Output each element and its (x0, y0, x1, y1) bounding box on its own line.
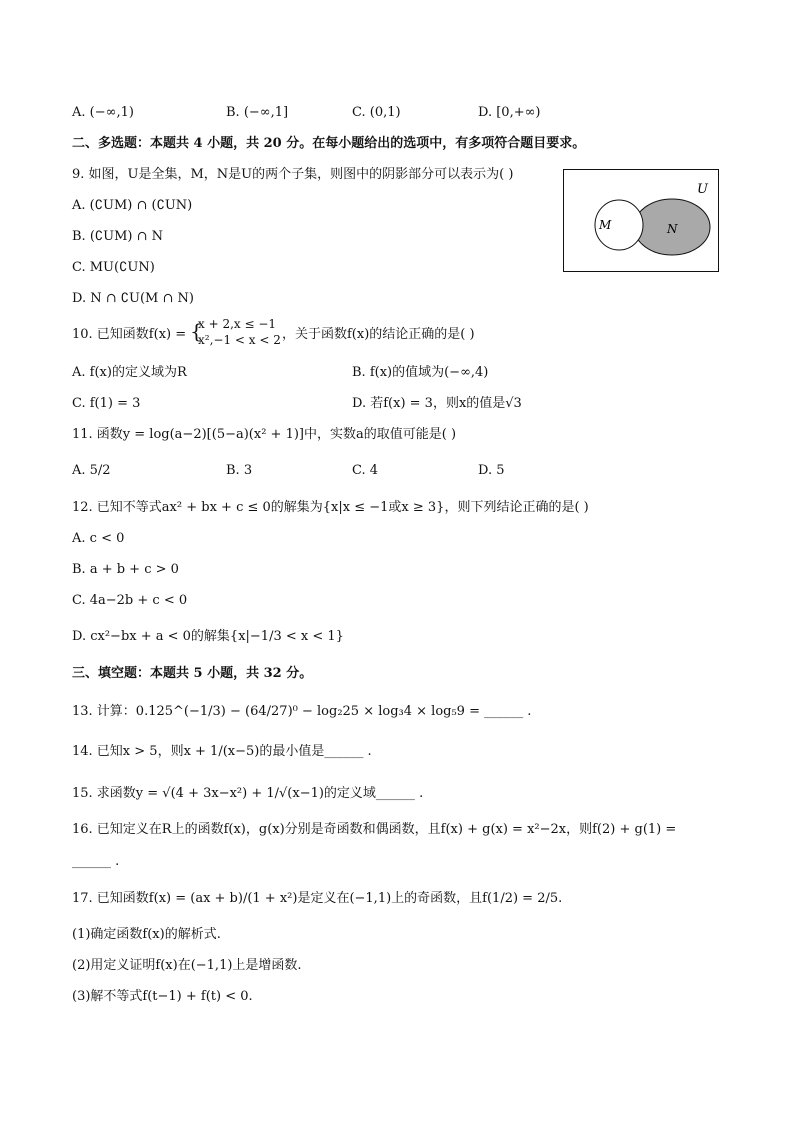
q16-line-2: ______ . (72, 854, 120, 869)
venn-diagram (563, 169, 719, 272)
q10-stem-suffix: ，关于函数f(x)的结论正确的是( ) (282, 327, 475, 342)
q9-option-a: A. (∁UM) ∩ (∁UN) (72, 198, 193, 213)
q9-stem: 9. 如图，U是全集，M，N是U的两个子集，则图中的阴影部分可以表示为( ) (72, 167, 514, 182)
q10-option-b: B. f(x)的值域为(−∞,4) (352, 365, 489, 380)
q15: 15. 求函数y = √(4 + 3x−x²) + 1/√(x−1)的定义域______ . (72, 786, 424, 801)
q17-part-3: (3)解不等式f(t−1) + f(t) < 0. (72, 989, 253, 1004)
q11-option-a: A. 5/2 (72, 463, 111, 478)
section-2-header: 二、多选题：本题共 4 小题，共 20 分。在每小题给出的选项中，有多项符合题目要求。 (72, 136, 586, 151)
q12-option-b: B. a + b + c > 0 (72, 562, 179, 577)
q16-line-1: 16. 已知定义在R上的函数f(x)，g(x)分别是奇函数和偶函数，且f(x) + g(x) = x²−2x，则f(2) + g(1) = (72, 822, 677, 837)
q8-option-c: C. (0,1) (352, 105, 401, 120)
q11-option-d: D. 5 (478, 463, 505, 478)
q10-option-c: C. f(1) = 3 (72, 396, 141, 411)
q9-option-d: D. N ∩ ∁U(M ∩ N) (72, 291, 194, 306)
q10-piece-2: x²,−1 < x < 2 (198, 333, 281, 347)
q8-option-b: B. (−∞,1] (226, 105, 289, 120)
q13: 13. 计算：0.125^(−1/3) − (64/27)⁰ − log₂25 × log₃4 × log₅9 = ______ . (72, 704, 532, 719)
venn-n-label: N (667, 222, 678, 236)
venn-universe-label: U (697, 182, 708, 197)
q17-part-2: (2)用定义证明f(x)在(−1,1)上是增函数. (72, 958, 302, 973)
q9-option-b: B. (∁UM) ∩ N (72, 229, 164, 244)
q8-option-d: D. [0,+∞) (478, 105, 541, 120)
q11-option-c: C. 4 (352, 463, 379, 478)
q8-option-a: A. (−∞,1) (72, 105, 134, 120)
q14: 14. 已知x > 5，则x + 1/(x−5)的最小值是______ . (72, 744, 372, 759)
q10-piece-1: x + 2,x ≤ −1 (198, 317, 277, 331)
q12-option-a: A. c < 0 (72, 531, 125, 546)
venn-m-label: M (599, 218, 612, 232)
q17-stem: 17. 已知函数f(x) = (ax + b)/(1 + x²)是定义在(−1,1)上的奇函数，且f(1/2) = 2/5. (72, 891, 563, 906)
q17-part-1: (1)确定函数f(x)的解析式. (72, 927, 221, 942)
q12-option-d: D. cx²−bx + a < 0的解集{x|−1/3 < x < 1} (72, 629, 344, 644)
q9-option-c: C. MU(∁UN) (72, 260, 155, 275)
q10-option-d: D. 若f(x) = 3，则x的值是√3 (352, 396, 522, 411)
q10-brace: { (190, 319, 203, 343)
q11-stem: 11. 函数y = log(a−2)[(5−a)(x² + 1)]中，实数a的取值可能是( ) (72, 427, 457, 442)
q12-stem: 12. 已知不等式ax² + bx + c ≤ 0的解集为{x|x ≤ −1或x ≥ 3}，则下列结论正确的是( ) (72, 500, 589, 515)
section-3-header: 三、填空题：本题共 5 小题，共 32 分。 (72, 666, 313, 681)
q10-option-a: A. f(x)的定义域为R (72, 365, 187, 380)
q11-option-b: B. 3 (226, 463, 253, 478)
q10-stem-prefix: 10. 已知函数f(x) = (72, 327, 187, 342)
q12-option-c: C. 4a−2b + c < 0 (72, 593, 188, 608)
